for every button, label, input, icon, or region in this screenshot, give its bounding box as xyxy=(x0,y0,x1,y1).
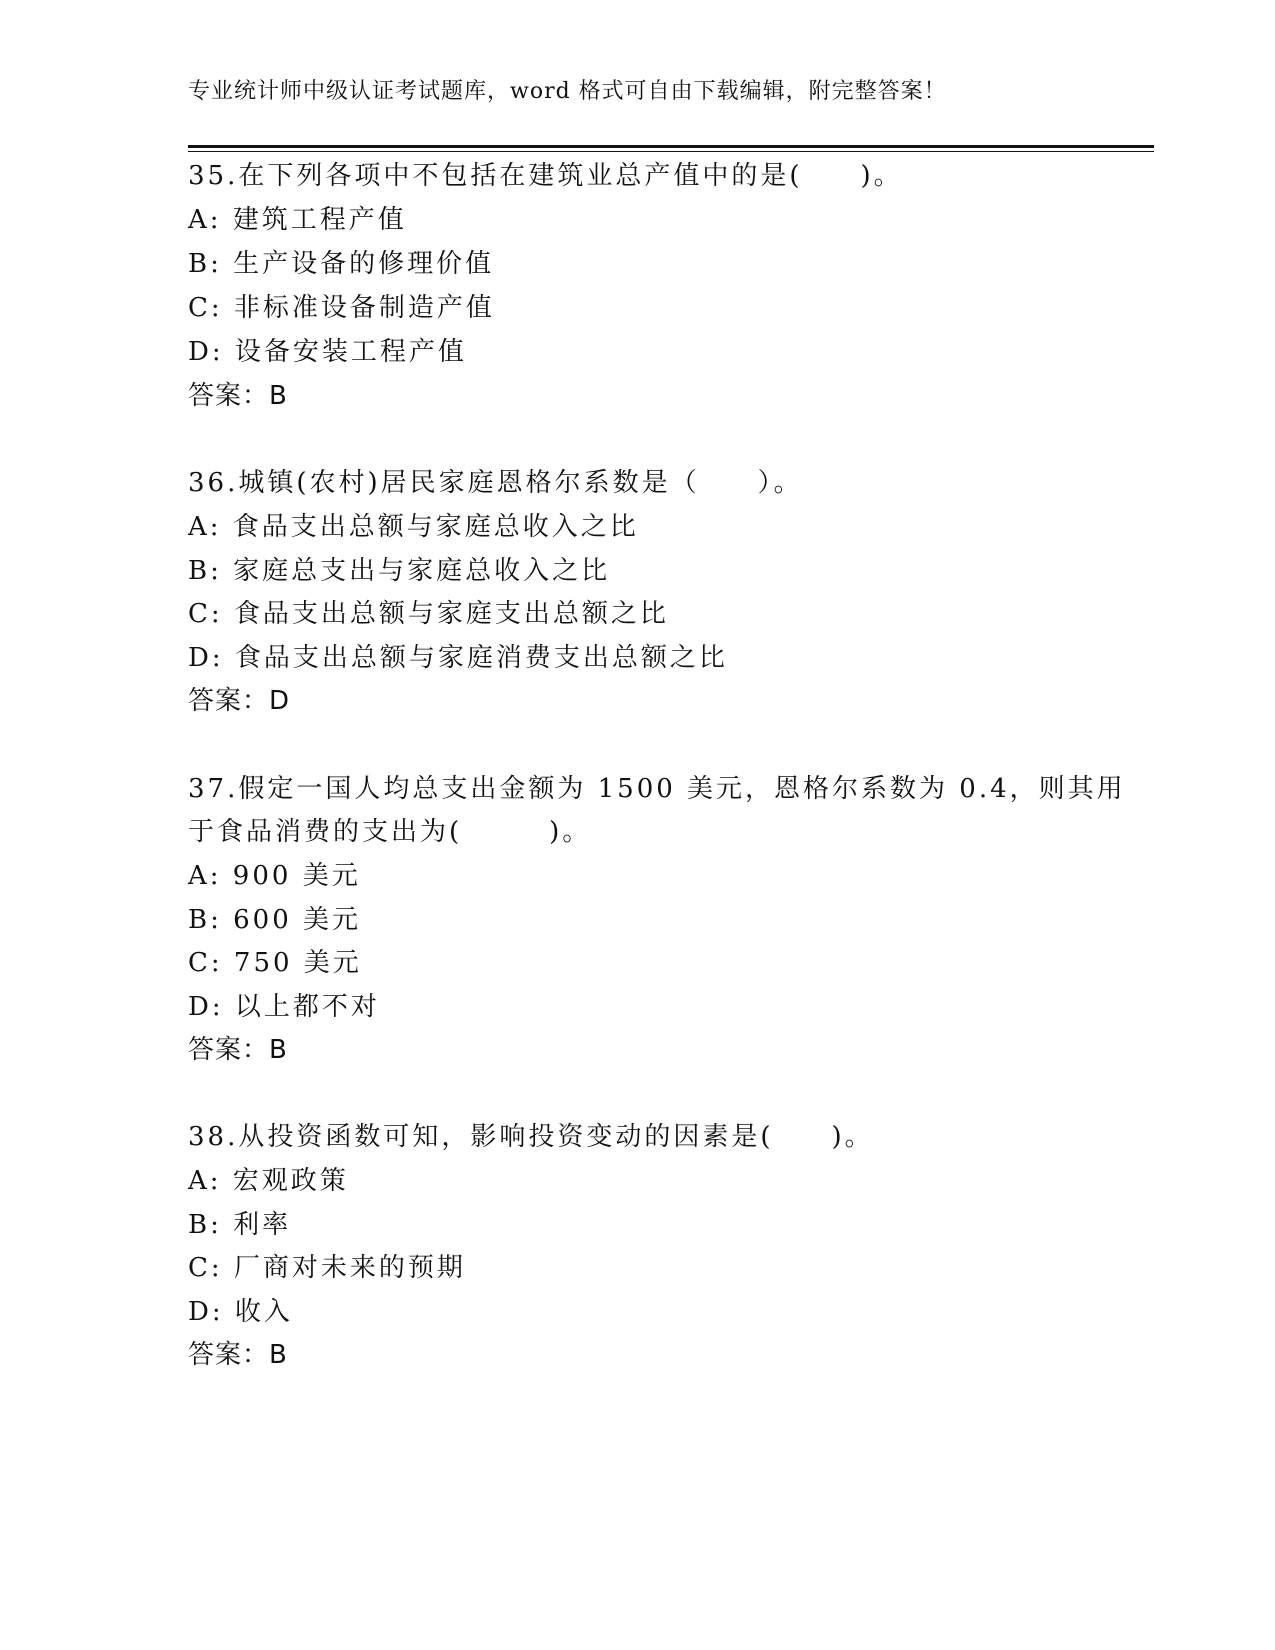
question-38-option-a: A: 宏观政策 xyxy=(188,1166,349,1196)
question-36-option-c: C: 食品支出总额与家庭支出总额之比 xyxy=(188,599,669,629)
header-rule-thick xyxy=(188,145,1154,148)
question-35-stem: 35.在下列各项中不包括在建筑业总产值中的是( )。 xyxy=(188,161,903,191)
question-38-option-d: D: 收入 xyxy=(188,1297,293,1327)
header-rule-thin xyxy=(188,151,1154,152)
question-37-option-d: D: 以上都不对 xyxy=(188,992,380,1022)
page-header: 专业统计师中级认证考试题库，word 格式可自由下载编辑，附完整答案！ xyxy=(188,79,947,104)
question-35-option-b: B: 生产设备的修理价值 xyxy=(188,249,495,279)
question-36-option-b: B: 家庭总支出与家庭总收入之比 xyxy=(188,556,611,586)
question-35-option-a: A: 建筑工程产值 xyxy=(188,205,407,235)
question-38-stem: 38.从投资函数可知，影响投资变动的因素是( )。 xyxy=(188,1122,874,1152)
question-37-stem-line-2: 于食品消费的支出为( )。 xyxy=(188,817,592,847)
question-38-answer: 答案：B xyxy=(188,1340,288,1370)
question-35-answer: 答案：B xyxy=(188,381,288,411)
question-37-stem-line-1: 37.假定一国人均总支出金额为 1500 美元，恩格尔系数为 0.4，则其用 xyxy=(188,774,1126,804)
question-36-answer: 答案：D xyxy=(188,686,291,716)
question-37-option-b: B: 600 美元 xyxy=(188,905,362,935)
question-36-option-d: D: 食品支出总额与家庭消费支出总额之比 xyxy=(188,643,728,673)
question-37-answer: 答案：B xyxy=(188,1035,288,1065)
question-35-option-c: C: 非标准设备制造产值 xyxy=(188,293,495,323)
question-35-option-d: D: 设备安装工程产值 xyxy=(188,337,467,367)
question-37-option-c: C: 750 美元 xyxy=(188,948,362,978)
question-36-option-a: A: 食品支出总额与家庭总收入之比 xyxy=(188,512,639,542)
question-38-option-c: C: 厂商对未来的预期 xyxy=(188,1253,466,1283)
question-37-option-a: A: 900 美元 xyxy=(188,861,361,891)
question-38-option-b: B: 利率 xyxy=(188,1210,292,1240)
question-36-stem: 36.城镇(农村)居民家庭恩格尔系数是（ ）。 xyxy=(188,468,803,498)
